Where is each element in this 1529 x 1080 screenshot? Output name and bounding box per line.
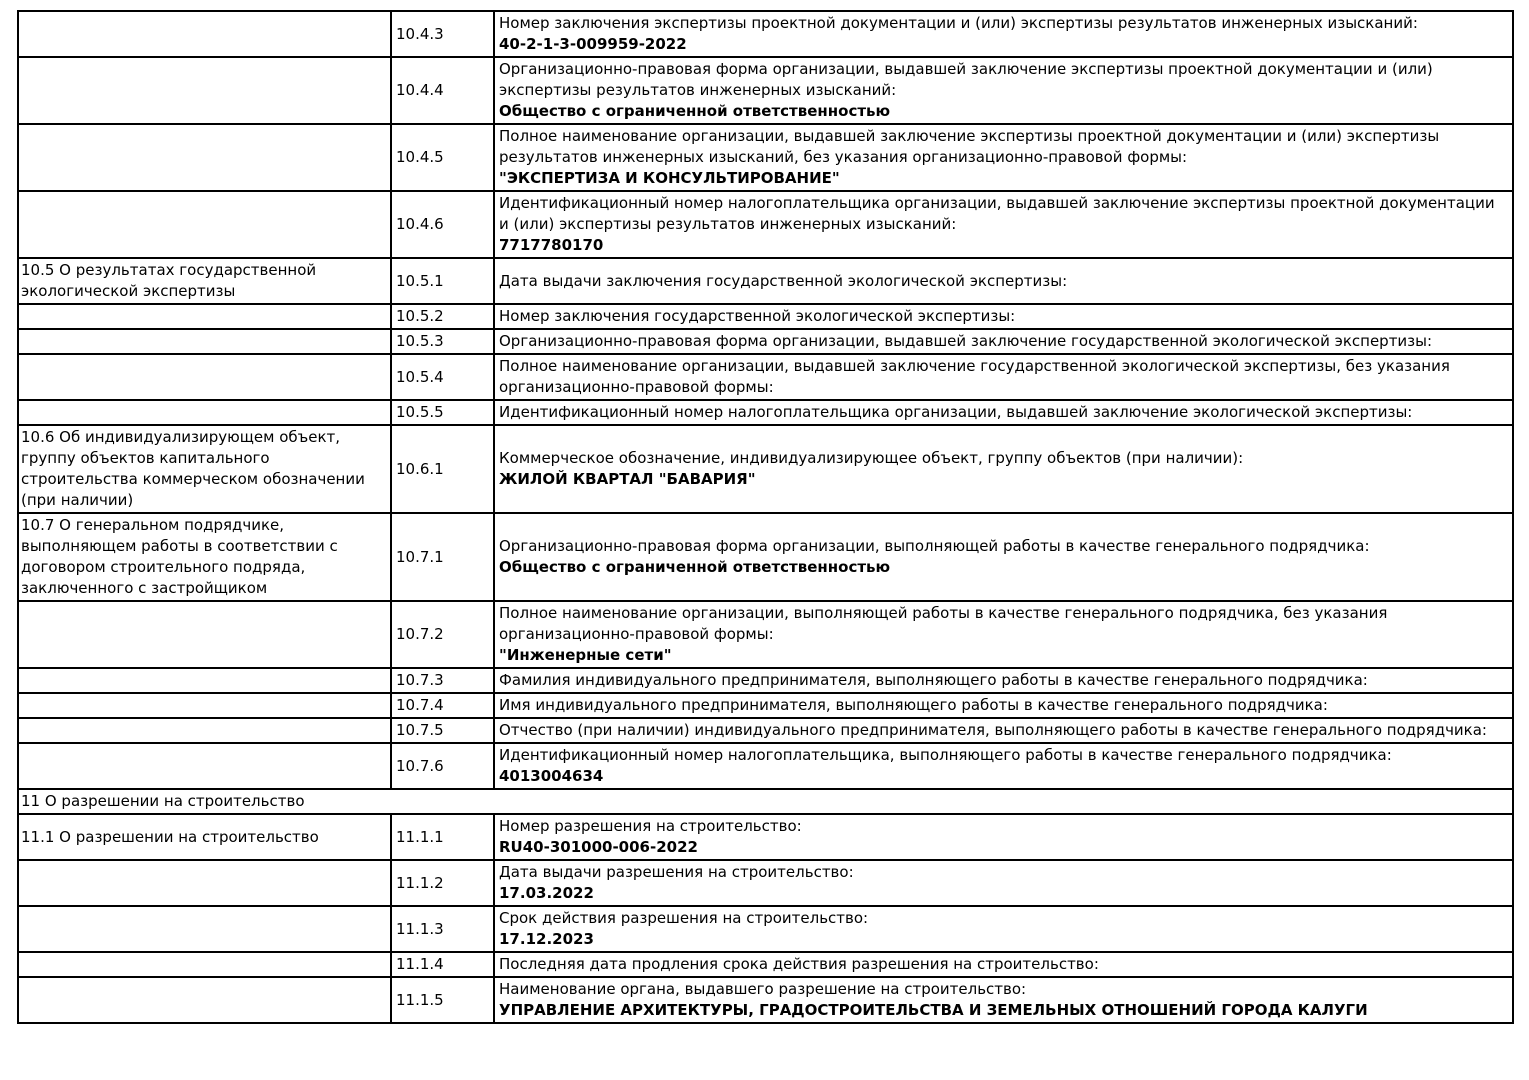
- table-row: [18, 191, 1513, 258]
- field-label: Полное наименование организации, выдавшей заключение экспертизы проектной документации и (или) экспертизы результатов инженерных изысканий, без указания организационно-правовой формы:: [499, 127, 1440, 166]
- table-row: [18, 952, 1513, 977]
- field-cell: [494, 693, 1513, 718]
- field-value: ЖИЛОЙ КВАРТАЛ "БАВАРИЯ": [499, 470, 756, 488]
- table-row: [18, 329, 1513, 354]
- item-code-cell: 10.4.3: [391, 11, 494, 57]
- item-code-cell: 10.4.5: [391, 124, 494, 191]
- project-declaration-table: [17, 10, 1514, 1024]
- item-code-cell: 11.1.5: [391, 977, 494, 1023]
- field-value: Общество с ограниченной ответственностью: [499, 102, 891, 120]
- field-label: Дата выдачи заключения государственной экологической экспертизы:: [499, 271, 1068, 290]
- item-code-cell: 10.4.6: [391, 191, 494, 258]
- item-code-cell: 10.5.5: [391, 400, 494, 425]
- field-cell: [494, 191, 1513, 258]
- item-code-cell: 11.1.2: [391, 860, 494, 906]
- field-label: Полное наименование организации, выполняющей работы в качестве генерального подрядчика, без указания организационно-правовой формы:: [499, 604, 1388, 643]
- table-row: [18, 743, 1513, 789]
- item-code-cell: 11.1.1: [391, 814, 494, 860]
- section-title-cell: [18, 124, 391, 191]
- item-code-cell: 10.7.6: [391, 743, 494, 789]
- field-cell: [494, 814, 1513, 860]
- table-row: [18, 354, 1513, 400]
- field-value: "ЭКСПЕРТИЗА И КОНСУЛЬТИРОВАНИЕ": [499, 169, 840, 187]
- table-row: [18, 906, 1513, 952]
- section-title-cell: [18, 718, 391, 743]
- field-cell: [494, 668, 1513, 693]
- section-title-cell: [18, 11, 391, 57]
- field-value: "Инженерные сети": [499, 646, 672, 664]
- section-title-cell: [18, 191, 391, 258]
- field-cell: [494, 354, 1513, 400]
- section-header-title: 11 О разрешении на строительство: [18, 789, 1513, 814]
- item-code-cell: 10.7.3: [391, 668, 494, 693]
- field-value: 4013004634: [499, 767, 604, 785]
- table-row: [18, 718, 1513, 743]
- field-label: Коммерческое обозначение, индивидуализирующее объект, группу объектов (при наличии):: [499, 449, 1244, 467]
- field-label: Идентификационный номер налогоплательщика организации, выдавшей заключение экологической экспертизы:: [499, 403, 1413, 421]
- item-code-cell: 10.5.3: [391, 329, 494, 354]
- item-code-cell: 10.7.1: [391, 513, 494, 601]
- field-label: Дата выдачи разрешения на строительство:: [499, 863, 854, 881]
- table-row: [18, 860, 1513, 906]
- item-code-cell: 11.1.4: [391, 952, 494, 977]
- section-title-cell: 11.1 О разрешении на строительство: [18, 814, 391, 860]
- field-label: Номер разрешения на строительство:: [499, 817, 802, 835]
- section-title-cell: [18, 329, 391, 354]
- item-code-cell: 11.1.3: [391, 906, 494, 952]
- table-row: [18, 668, 1513, 693]
- section-header-row: [18, 789, 1513, 814]
- field-cell: [494, 952, 1513, 977]
- section-title-cell: [18, 860, 391, 906]
- field-cell: [494, 258, 1513, 304]
- field-value: УПРАВЛЕНИЕ АРХИТЕКТУРЫ, ГРАДОСТРОИТЕЛЬСТВА И ЗЕМЕЛЬНЫХ ОТНОШЕНИЙ ГОРОДА КАЛУГИ: [499, 1001, 1368, 1019]
- field-cell: [494, 718, 1513, 743]
- field-label: Организационно-правовая форма организации, выдавшей заключение экспертизы проектной документации и (или) экспертизы результатов инженерных изысканий:: [499, 60, 1433, 99]
- field-cell: [494, 124, 1513, 191]
- section-title-cell: [18, 57, 391, 124]
- item-code-cell: 10.5.4: [391, 354, 494, 400]
- section-title-cell: [18, 693, 391, 718]
- field-label: Последняя дата продления срока действия разрешения на строительство:: [499, 955, 1099, 973]
- field-cell: [494, 977, 1513, 1023]
- field-cell: [494, 304, 1513, 329]
- section-title-cell: 10.6 Об индивидуализирующем объект, группу объектов капитального строительства коммерческом обозначении (при наличии): [18, 425, 391, 513]
- table-row: [18, 11, 1513, 57]
- field-label: Полное наименование организации, выдавшей заключение государственной экологической экспертизы, без указания организационно-правовой формы:: [499, 357, 1450, 396]
- field-value: 7717780170: [499, 236, 604, 254]
- item-code-cell: 10.7.4: [391, 693, 494, 718]
- field-label: Наименование органа, выдавшего разрешение на строительство:: [499, 980, 1027, 998]
- field-value: RU40-301000-006-2022: [499, 838, 698, 856]
- table-row: [18, 304, 1513, 329]
- section-title-cell: 10.5 О результатах государственной экологической экспертизы: [18, 258, 391, 304]
- field-cell: [494, 57, 1513, 124]
- item-code-cell: 10.4.4: [391, 57, 494, 124]
- item-code-cell: 10.5.2: [391, 304, 494, 329]
- section-title-cell: [18, 601, 391, 668]
- table-row: [18, 400, 1513, 425]
- section-title-cell: [18, 400, 391, 425]
- section-title-cell: [18, 952, 391, 977]
- table-row: [18, 693, 1513, 718]
- item-code-cell: 10.5.1: [391, 258, 494, 304]
- field-cell: [494, 860, 1513, 906]
- item-code-cell: 10.7.2: [391, 601, 494, 668]
- section-title-cell: 10.7 О генеральном подрядчике, выполняющем работы в соответствии с договором строительного подряда, заключенного с застройщиком: [18, 513, 391, 601]
- field-label: Номер заключения экспертизы проектной документации и (или) экспертизы результатов инженерных изысканий:: [499, 14, 1418, 32]
- field-cell: [494, 425, 1513, 513]
- field-cell: [494, 11, 1513, 57]
- item-code-cell: 10.6.1: [391, 425, 494, 513]
- table-row: [18, 425, 1513, 513]
- field-value: 40-2-1-3-009959-2022: [499, 35, 687, 53]
- table-row: [18, 258, 1513, 304]
- table-row: [18, 57, 1513, 124]
- field-label: Фамилия индивидуального предпринимателя, выполняющего работы в качестве генерального подрядчика:: [499, 671, 1368, 689]
- section-title-cell: [18, 743, 391, 789]
- section-title-cell: [18, 668, 391, 693]
- field-label: Отчество (при наличии) индивидуального предпринимателя, выполняющего работы в качестве генерального подрядчика:: [499, 721, 1487, 739]
- field-value: Общество с ограниченной ответственностью: [499, 558, 891, 576]
- field-label: Организационно-правовая форма организации, выдавшей заключение государственной экологической экспертизы:: [499, 332, 1433, 350]
- table-row: [18, 513, 1513, 601]
- field-label: Номер заключения государственной экологической экспертизы:: [499, 307, 1016, 325]
- field-cell: [494, 906, 1513, 952]
- field-value: 17.12.2023: [499, 930, 594, 948]
- field-label: Организационно-правовая форма организации, выполняющей работы в качестве генерального подрядчика:: [499, 537, 1370, 555]
- table-row: [18, 814, 1513, 860]
- section-title-cell: [18, 977, 391, 1023]
- field-cell: [494, 601, 1513, 668]
- section-title-cell: [18, 906, 391, 952]
- field-cell: [494, 400, 1513, 425]
- field-label: Срок действия разрешения на строительство:: [499, 909, 869, 927]
- field-cell: [494, 329, 1513, 354]
- field-label: Идентификационный номер налогоплательщика организации, выдавшей заключение экспертизы проектной документации и (или) экспертизы результатов инженерных изысканий:: [499, 194, 1495, 233]
- table-row: [18, 124, 1513, 191]
- item-code-cell: 10.7.5: [391, 718, 494, 743]
- field-label: Имя индивидуального предпринимателя, выполняющего работы в качестве генерального подрядчика:: [499, 696, 1328, 714]
- field-value: 17.03.2022: [499, 884, 594, 902]
- table-row: [18, 977, 1513, 1023]
- field-cell: [494, 743, 1513, 789]
- table-row: [18, 601, 1513, 668]
- section-title-cell: [18, 304, 391, 329]
- section-title-cell: [18, 354, 391, 400]
- field-label: Идентификационный номер налогоплательщика, выполняющего работы в качестве генерального подрядчика:: [499, 746, 1392, 764]
- field-cell: [494, 513, 1513, 601]
